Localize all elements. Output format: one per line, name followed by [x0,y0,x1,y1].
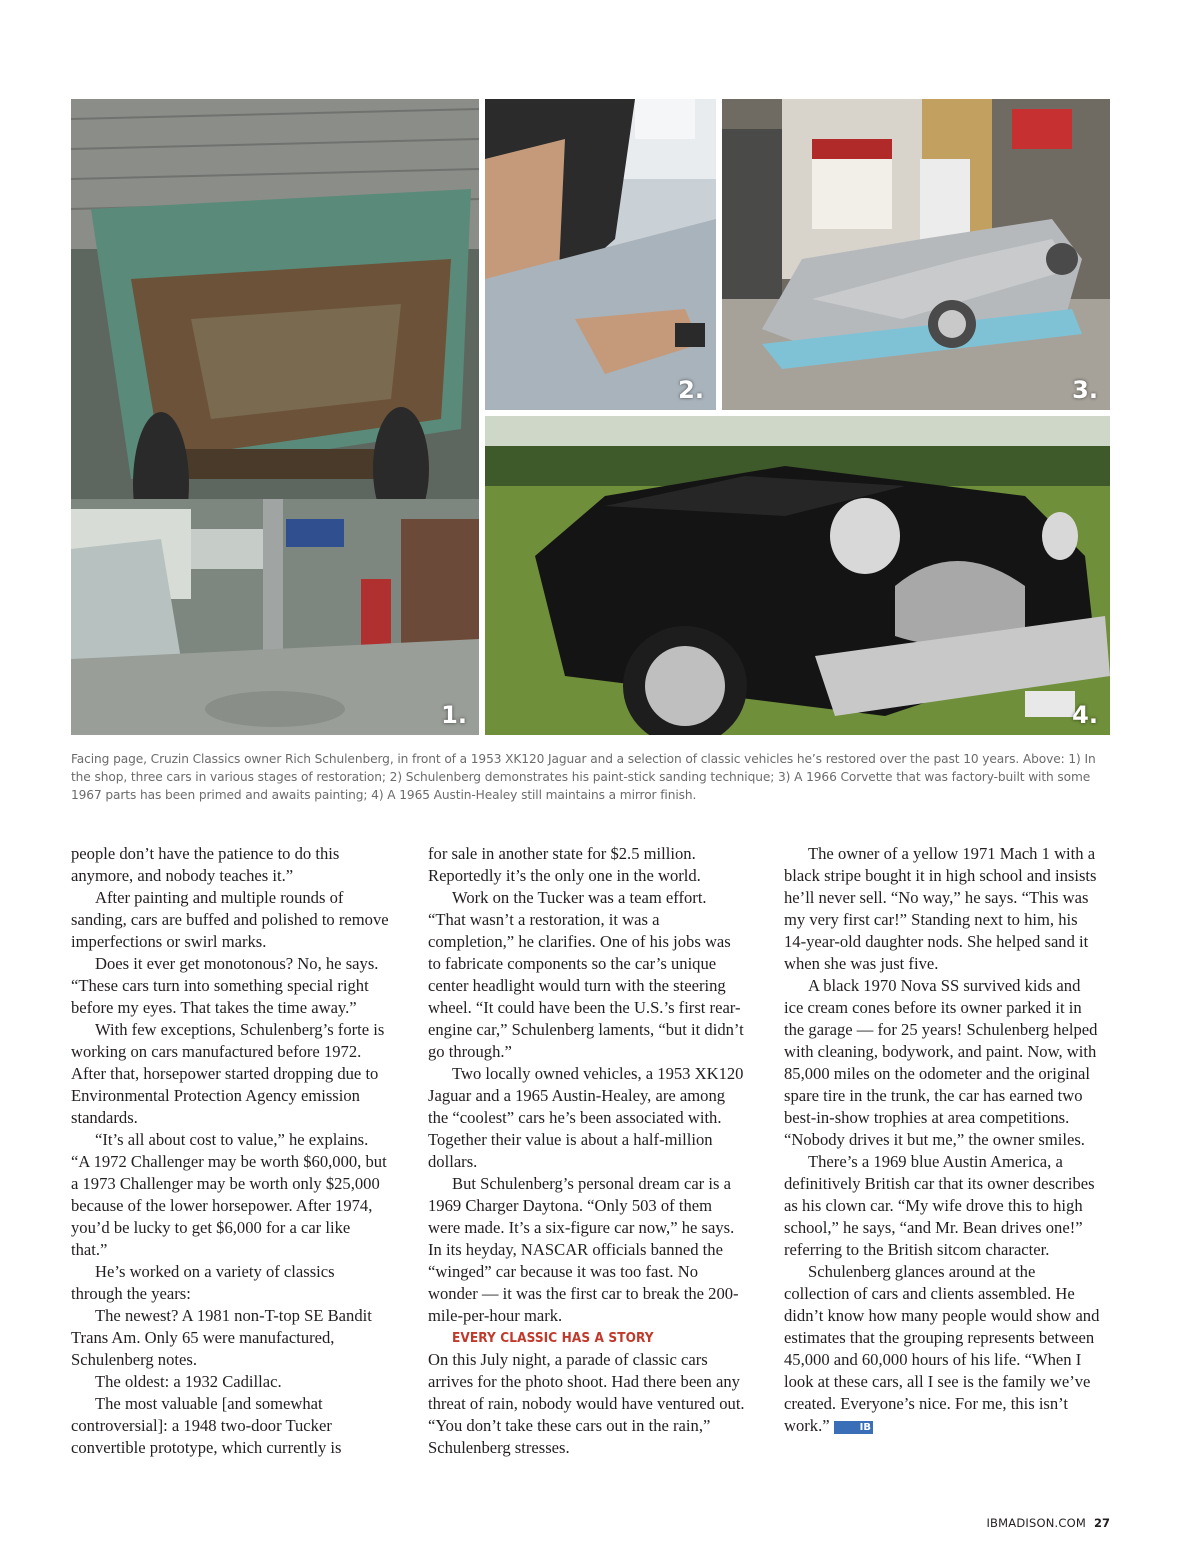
photo-primed-corvette [722,99,1110,410]
photo-austin-healey [485,416,1110,735]
photo-number-3: 3. [1072,376,1098,404]
paragraph: With few exceptions, Schulenberg’s forte is working on cars manufactured before 1972. After that, horsepower started dropping due to Environmental Protection Agency emission standards. [71,1020,385,1127]
paragraph: Two locally owned vehicles, a 1953 XK120 Jaguar and a 1965 Austin-Healey, are among the “coolest” cars he’s been associated with. Together their value is about a half-million dollars. [428,1064,744,1171]
paragraph: The oldest: a 1932 Cadillac. [95,1372,282,1391]
paragraph: Does it ever get monotonous? No, he says. “These cars turn into something special right before my eyes. That takes the time away.” [71,954,379,1017]
photo-sanding-technique [485,99,716,410]
paragraph: After painting and multiple rounds of sanding, cars are buffed and polished to remove imperfections or swirl marks. [71,888,389,951]
photo-caption: Facing page, Cruzin Classics owner Rich Schulenberg, in front of a 1953 XK120 Jaguar and a selection of classic vehicles he’s restored over the past 10 years. Above: 1) In the shop, three cars in various stages of restoration; 2) Schulenberg demonstrates his paint-stick sanding technique; 3) A 1966 Corvette that was factory-built with some 1967 parts has been primed and awaits painting; 4) A 1965 Austin-Healey still maintains a mirror finish. [71,752,1096,802]
paragraph: But Schulenberg’s personal dream car is a 1969 Charger Daytona. “Only 503 of them were made. It’s a six-figure car now,” he says. In its heyday, NASCAR officials banned the “winged” car because it was too fast. No wonder — it was the first car to break the 200-mile-per-hour mark. [428,1174,739,1325]
footer-site: IBMADISON.COM [986,1516,1086,1530]
paragraph: The most valuable [and somewhat controversial]: a 1948 two-door Tucker convertible prototype, which currently is [71,1394,342,1457]
paragraph: “It’s all about cost to value,” he explains. “A 1972 Challenger may be worth $60,000, but a 1973 Challenger may be worth only $25,000 because of the lower horsepower. After 1974, you’d be lucky to get $6,000 for a car like that.” [71,1130,387,1259]
paragraph: for sale in another state for $2.5 million. Reportedly it’s the only one in the world. [428,844,701,885]
paragraph: He’s worked on a variety of classics through the years: [71,1262,335,1303]
paragraph: people don’t have the patience to do this anymore, and nobody teaches it.” [71,844,340,885]
photo-car-on-lift [71,99,479,735]
section-subhead: EVERY CLASSIC HAS A STORY [452,1330,654,1346]
photo-number-4: 4. [1072,701,1098,729]
paragraph: The owner of a yellow 1971 Mach 1 with a black stripe bought it in high school and insists he’ll never sell. “No way,” he says. “This was my very first car!” Standing next to him, his 14-year-old daughter nods. She helped sand it when she was just five. [784,844,1097,973]
paragraph-text: Schulenberg glances around at the collection of cars and clients assembled. He didn’t know how many people would show and estimates that the grouping represents between 45,000 and 60,000 hours of his life. “When I look at these cars, all I see is the family we’ve created. Everyone’s nice. For me, this isn’t work.” [784,1262,1100,1435]
article-column-2 [428,843,746,1459]
article-column-1 [71,843,389,1459]
photo-number-1: 1. [441,701,467,729]
page-number: 27 [1093,1516,1110,1530]
article-column-3 [784,843,1102,1437]
paragraph: The newest? A 1981 non-T-top SE Bandit Trans Am. Only 65 were manufactured, Schulenberg notes. [71,1306,372,1369]
page-footer [986,1516,1110,1530]
paragraph: On this July night, a parade of classic cars arrives for the photo shoot. Had there been any threat of rain, nobody would have ventured out. “You don’t take these cars out in the rain,” Schulenberg stresses. [428,1350,745,1457]
paragraph: Work on the Tucker was a team effort. “That wasn’t a restoration, it was a completion,” he clarifies. One of his jobs was to fabricate components so the car’s unique center headlight would turn with the steering wheel. “It could have been the U.S.’s first rear-engine car,” Schulenberg laments, “but it didn’t go through.” [428,888,744,1061]
paragraph-final [784,1261,1102,1437]
paragraph: There’s a 1969 blue Austin America, a definitively British car that its owner describes as his clown car. “My wife drove this to high school,” he says, “and Mr. Bean drives one!” referring to the British sitcom character. [784,1152,1095,1259]
photo-number-2: 2. [678,376,704,404]
end-mark-icon: IB [834,1421,873,1434]
paragraph: A black 1970 Nova SS survived kids and ice cream cones before its owner parked it in the garage — for 25 years! Schulenberg helped with cleaning, bodywork, and paint. Now, with 85,000 miles on the odometer and the original spare tire in the trunk, the car has earned two best-in-show trophies at area competitions. “Nobody drives it but me,” the owner smiles. [784,976,1098,1149]
